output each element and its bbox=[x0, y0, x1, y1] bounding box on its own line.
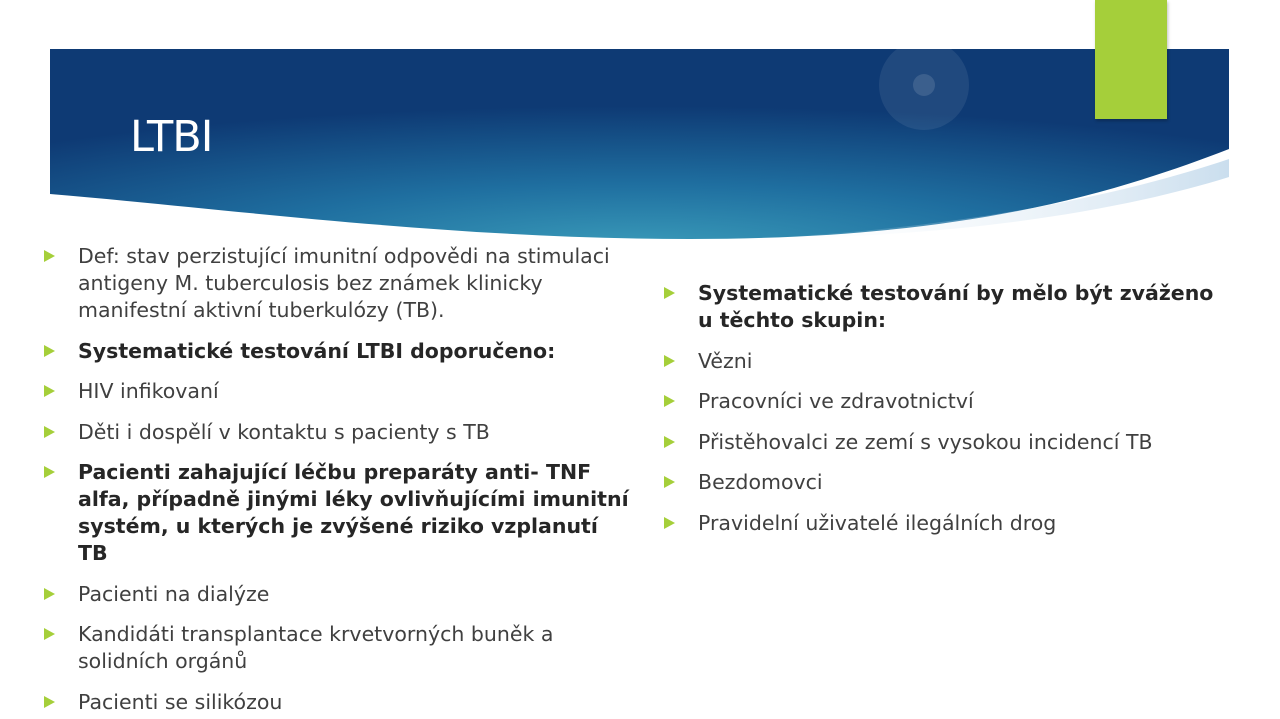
bullet-arrow-icon bbox=[664, 436, 675, 448]
bullet-arrow-icon bbox=[664, 517, 675, 529]
bullet-text: Pacienti zahajující léčbu preparáty anti- TNF alfa, případně jinými léky ovlivňujícími imunitní systém, u kterých je zvýšené riziko vzplanutí TB bbox=[78, 460, 629, 565]
bullet-arrow-icon bbox=[44, 385, 55, 397]
bullet-text: Děti i dospělí v kontaktu s pacienty s TB bbox=[78, 419, 490, 444]
bullet-text: Vězni bbox=[698, 348, 753, 373]
accent-bar bbox=[1095, 0, 1167, 119]
left-bullet-list bbox=[42, 243, 632, 719]
bullet-item bbox=[662, 388, 1222, 415]
bullet-text: Systematické testování by mělo být zváženo u těchto skupin: bbox=[698, 281, 1214, 332]
bullet-item bbox=[662, 510, 1222, 537]
bullet-item bbox=[42, 338, 632, 365]
bullet-text: Bezdomovci bbox=[698, 470, 823, 494]
bullet-text: Pacienti na dialýze bbox=[78, 581, 270, 606]
bullet-item bbox=[662, 348, 1222, 375]
bullet-arrow-icon bbox=[44, 628, 55, 640]
bullet-item bbox=[662, 469, 1222, 496]
bullet-arrow-icon bbox=[44, 696, 55, 708]
bullet-arrow-icon bbox=[44, 345, 55, 357]
bullet-item bbox=[662, 429, 1222, 456]
bullet-arrow-icon bbox=[44, 588, 55, 600]
bullet-arrow-icon bbox=[664, 476, 675, 488]
bullet-text: Def: stav perzistující imunitní odpovědi na stimulaci antigeny M. tuberculosis bez známek klinicky manifestní aktivní tuberkulózy (TB). bbox=[78, 244, 610, 322]
bullet-text: Pacienti se silikózou bbox=[78, 689, 283, 714]
bullet-item bbox=[42, 459, 632, 567]
title-banner bbox=[50, 49, 1229, 241]
banner-graphic bbox=[50, 49, 1229, 241]
bullet-item bbox=[42, 419, 632, 446]
bullet-text: Pracovníci ve zdravotnictví bbox=[698, 389, 974, 413]
bullet-item bbox=[42, 689, 632, 716]
bullet-arrow-icon bbox=[664, 287, 675, 299]
bullet-arrow-icon bbox=[44, 250, 55, 262]
bullet-item bbox=[42, 243, 632, 324]
bullet-text: Pravidelní uživatelé ilegálních drog bbox=[698, 510, 1057, 535]
bullet-text: Přistěhovalci ze zemí s vysokou incidencí TB bbox=[698, 429, 1153, 454]
bullet-text: Kandidáti transplantace krvetvorných buněk a solidních orgánů bbox=[78, 622, 554, 673]
bullet-arrow-icon bbox=[664, 355, 675, 367]
bullet-item bbox=[42, 378, 632, 405]
bullet-item bbox=[42, 621, 632, 675]
bullet-arrow-icon bbox=[44, 466, 55, 478]
bullet-text: HIV infikovaní bbox=[78, 379, 219, 403]
bullet-item bbox=[42, 581, 632, 608]
bullet-text: Systematické testování LTBI doporučeno: bbox=[78, 338, 556, 363]
right-bullet-list bbox=[662, 280, 1222, 550]
slide-title: LTBI bbox=[130, 112, 213, 162]
bullet-arrow-icon bbox=[664, 395, 675, 407]
bullet-arrow-icon bbox=[44, 426, 55, 438]
bullet-item bbox=[662, 280, 1222, 334]
